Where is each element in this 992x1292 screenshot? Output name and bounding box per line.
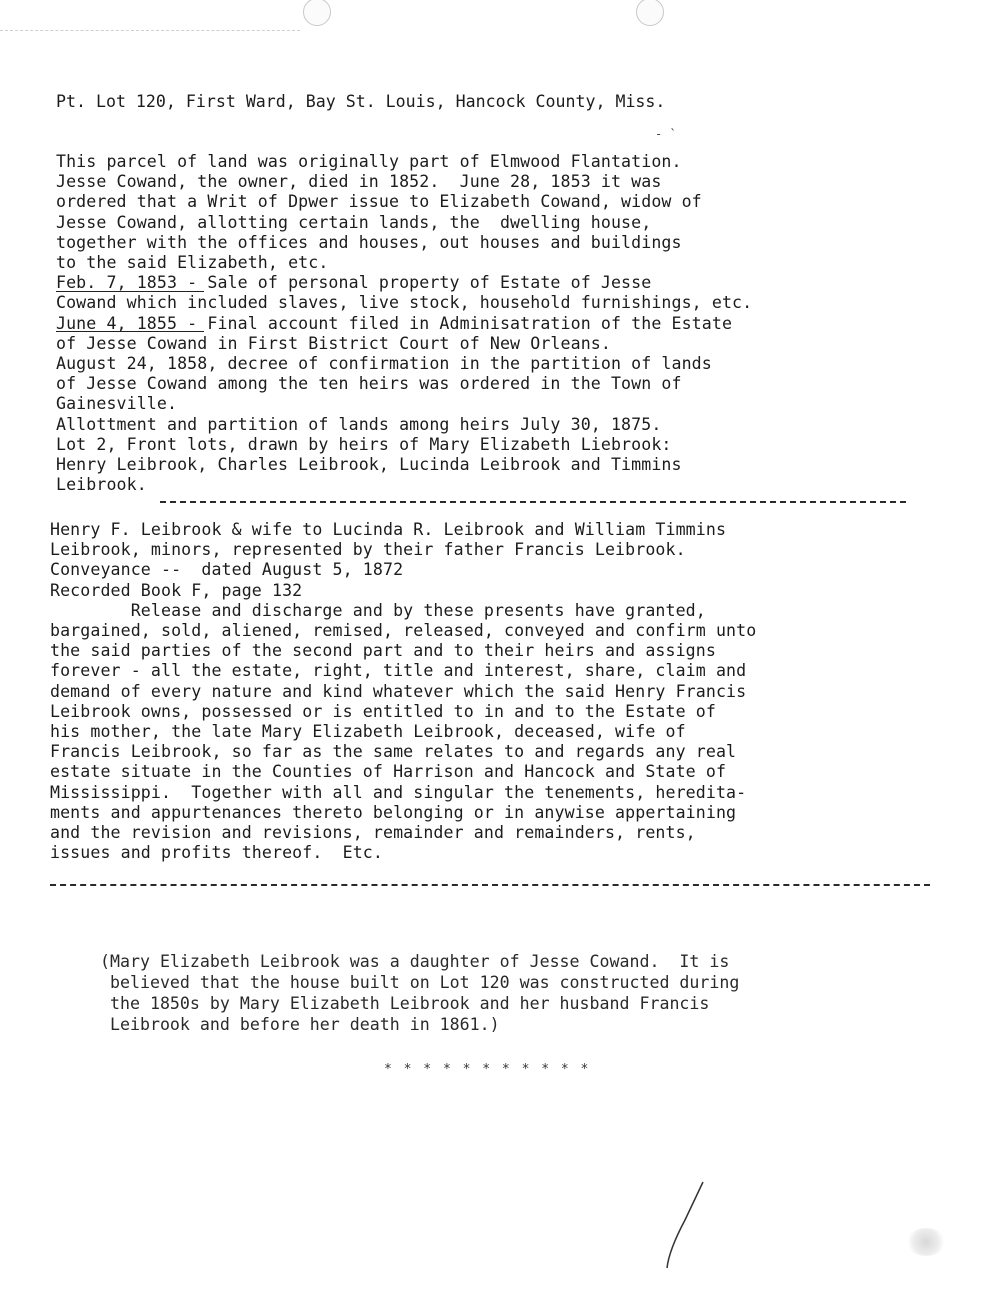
pen-stroke-mark xyxy=(655,1180,715,1270)
estate-history-line: Feb. 7, 1853 - Sale of personal property of Estate of Jesse xyxy=(56,273,652,293)
conveyance-line: Conveyance -- dated August 5, 1872 xyxy=(50,560,404,580)
note-line: the 1850s by Mary Elizabeth Leibrook and her husband Francis xyxy=(100,994,710,1013)
asterisk-separator: * * * * * * * * * * * xyxy=(384,1062,591,1077)
estate-history-line: Lot 2, Front lots, drawn by heirs of Mary Elizabeth Liebrook: xyxy=(56,434,672,454)
stray-mark: - ` xyxy=(655,127,677,141)
document-heading: Pt. Lot 120, First Ward, Bay St. Louis, Hancock County, Miss. xyxy=(56,92,666,111)
date-underline-feb xyxy=(56,291,204,292)
punch-hole-left xyxy=(303,0,331,26)
estate-history-line: Henry Leibrook, Charles Leibrook, Lucinda Leibrook and Timmins xyxy=(56,455,682,474)
conveyance-line: estate situate in the Counties of Harrison and Hancock and State of xyxy=(50,762,727,782)
conveyance-line: Release and discharge and by these presents have granted, xyxy=(50,600,706,620)
estate-history-line: ordered that a Writ of Dpwer issue to Elizabeth Cowand, widow of xyxy=(56,192,702,212)
estate-history-line: This parcel of land was originally part of Elmwood Flantation. xyxy=(56,152,682,171)
conveyance-line: bargained, sold, aliened, remised, released, conveyed and confirm unto xyxy=(50,621,757,640)
conveyance-line: demand of every nature and kind whatever which the said Henry Francis xyxy=(50,681,747,701)
estate-history-line: Jesse Cowand, allotting certain lands, the dwelling house, xyxy=(56,212,652,232)
conveyance-line: forever - all the estate, right, title and interest, share, claim and xyxy=(50,661,747,681)
conveyance-line: the said parties of the second part and to their heirs and assigns xyxy=(50,641,716,661)
conveyance-line: Mississippi. Together with all and singular the tenements, heredita- xyxy=(50,782,747,802)
top-margin-marks xyxy=(0,30,300,31)
estate-history-line: to the said Elizabeth, etc. xyxy=(56,253,329,272)
estate-history-line: Gainesville. xyxy=(56,394,178,414)
punch-hole-right xyxy=(636,0,664,26)
estate-history-line: of Jesse Cowand in First Bistrict Court of New Orleans. xyxy=(56,333,611,353)
estate-history-line: Jesse Cowand, the owner, died in 1852. June 28, 1853 it was xyxy=(56,172,662,192)
conveyance-line: Henry F. Leibrook & wife to Lucinda R. Leibrook and William Timmins xyxy=(50,520,727,539)
conveyance-line: Leibrook, minors, represented by their father Francis Leibrook. xyxy=(50,540,686,560)
estate-history-line: Allottment and partition of lands among heirs July 30, 1875. xyxy=(56,414,662,434)
date-underline-june xyxy=(56,331,204,332)
section-divider-2 xyxy=(50,884,930,886)
conveyance-line: issues and profits thereof. Etc. xyxy=(50,843,383,863)
conveyance-line: Recorded Book F, page 132 xyxy=(50,580,303,600)
estate-history-line: together with the offices and houses, out houses and buildings xyxy=(56,232,682,252)
estate-history-line: Leibrook. xyxy=(56,475,147,495)
estate-history-line: Cowand which included slaves, live stock, household furnishings, etc. xyxy=(56,293,753,313)
note-line: (Mary Elizabeth Leibrook was a daughter of Jesse Cowand. It is xyxy=(100,952,730,971)
note-line: believed that the house built on Lot 120 was constructed during xyxy=(100,973,740,992)
conveyance-line: Leibrook owns, possessed or is entitled to in and to the Estate of xyxy=(50,701,716,721)
conveyance-line: his mother, the late Mary Elizabeth Leibrook, deceased, wife of xyxy=(50,722,686,741)
estate-history-line: August 24, 1858, decree of confirmation in the partition of lands xyxy=(56,354,712,373)
conveyance-line: ments and appurtenances thereto belonging or in anywise appertaining xyxy=(50,802,737,822)
estate-history-line: June 4, 1855 - Final account filed in Adminisatration of the Estate xyxy=(56,313,733,333)
conveyance-line: and the revision and revisions, remainder and remainders, rents, xyxy=(50,823,696,842)
conveyance-line: Francis Leibrook, so far as the same relates to and regards any real xyxy=(50,742,737,762)
estate-history-line: of Jesse Cowand among the ten heirs was ordered in the Town of xyxy=(56,374,682,394)
page-smudge xyxy=(906,1228,946,1256)
note-line: Leibrook and before her death in 1861.) xyxy=(100,1015,500,1034)
section-divider-1 xyxy=(160,501,906,503)
